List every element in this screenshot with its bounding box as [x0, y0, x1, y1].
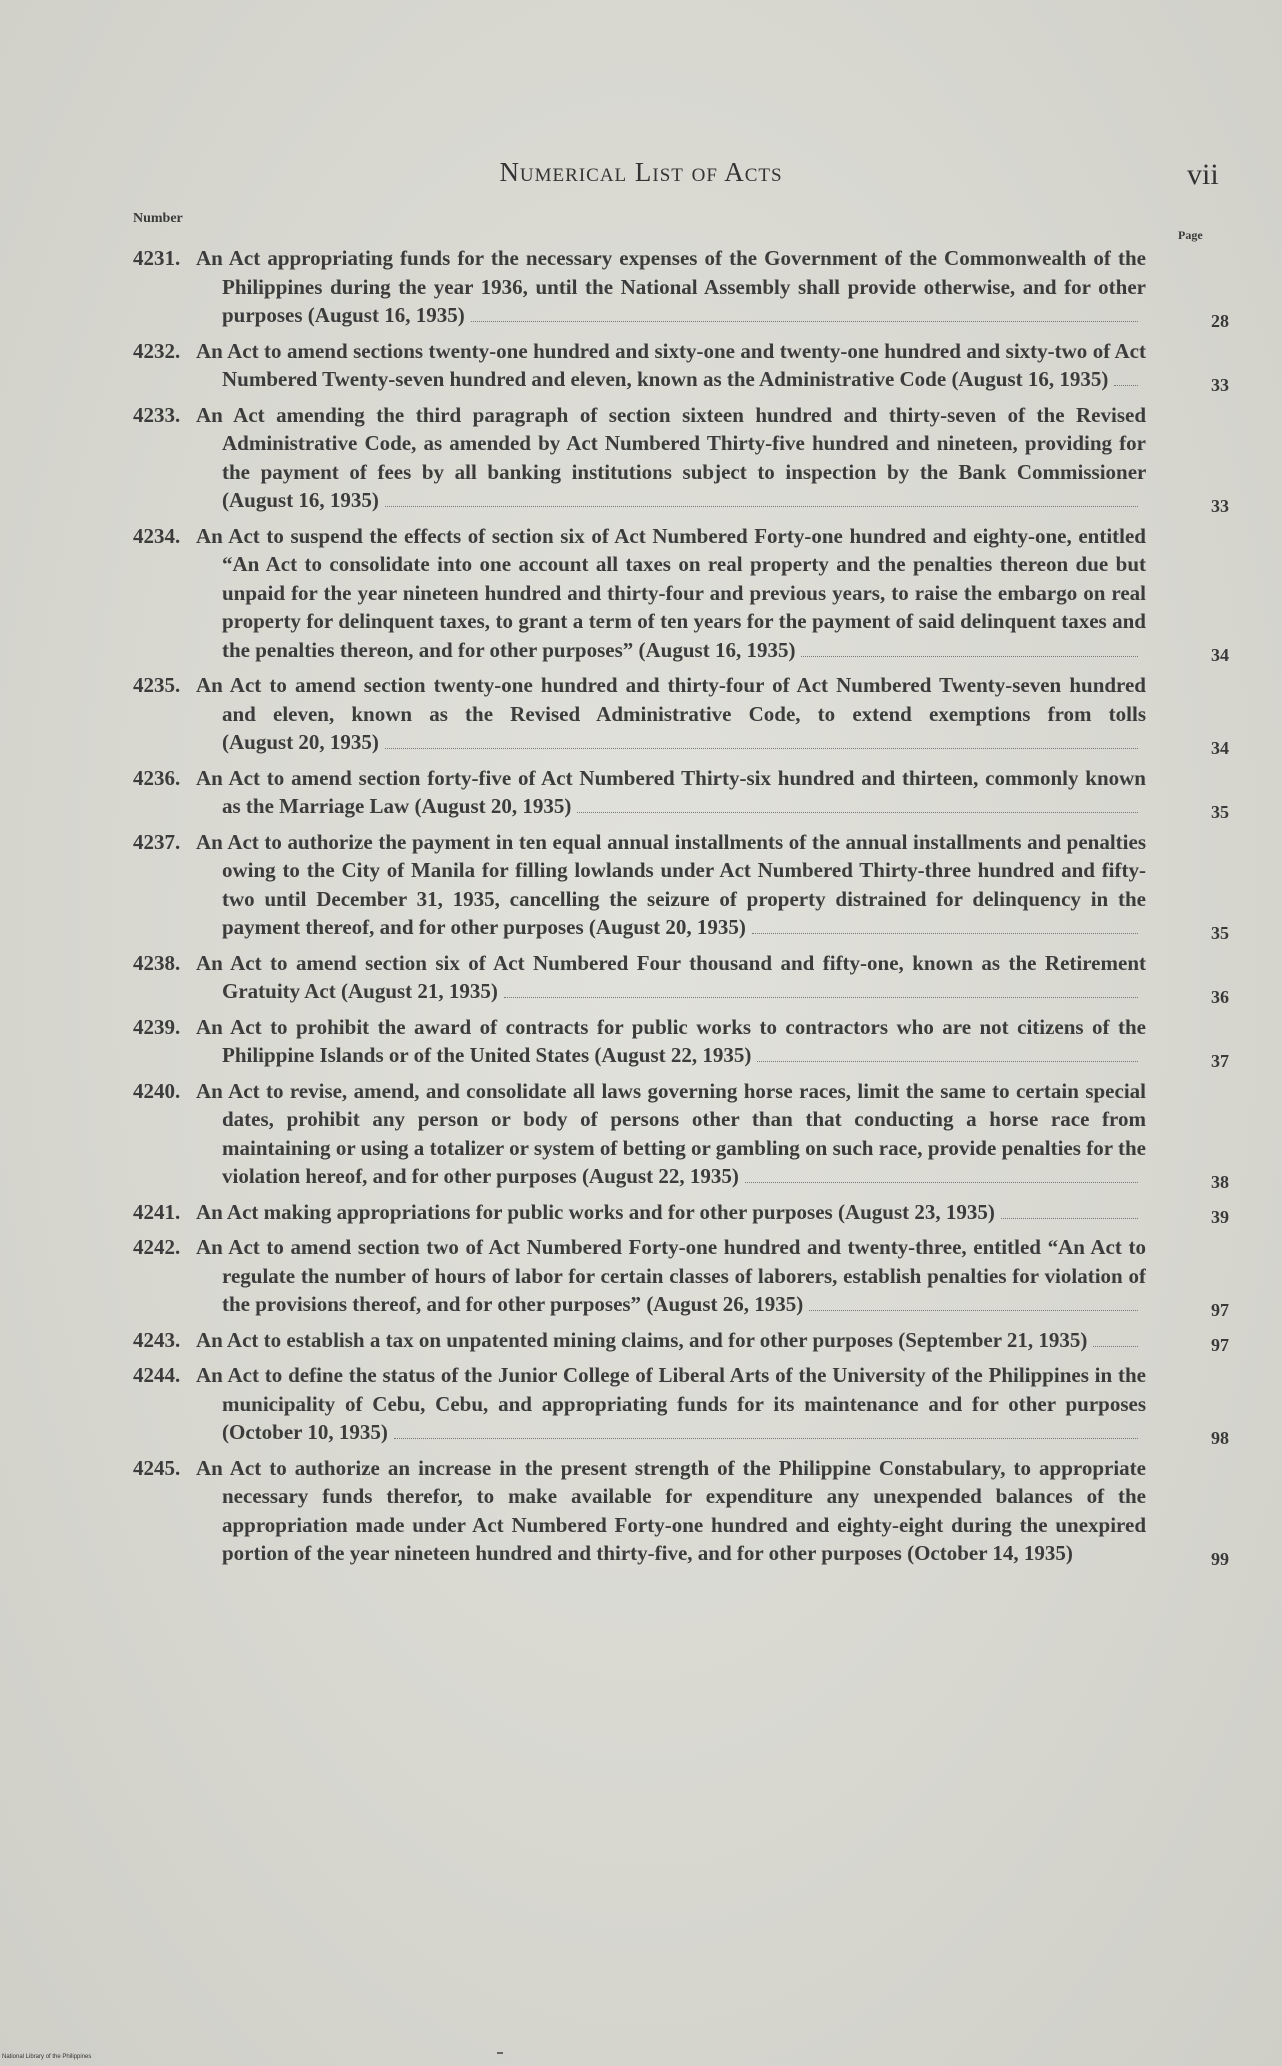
act-date: (October 14, 1935): [907, 1541, 1073, 1565]
act-date: (August 21, 1935): [340, 979, 498, 1003]
entry-text: [133, 337, 1146, 394]
entry-page: 99: [1211, 1548, 1229, 1569]
page-mark: [497, 2052, 503, 2054]
entry-text: [133, 1077, 1146, 1191]
act-title: An Act to suspend the effects of section six of Act Numbered Forty-one hundred and eighty-one, entitled “An Act to consolidate into one account all taxes on real property and the penalties thereon due but unpaid for the year nineteen hundred and thirty-four and previous years, to raise the embargo on real property for delinquent taxes, to grant a term of ten years for the payment of said delinquent taxes and the penalties thereon, and for other purposes”: [196, 523, 1146, 662]
act-number: 4239.: [133, 1014, 181, 1039]
act-title: An Act appropriating funds for the necessary expenses of the Government of the Commonwealth of the Philippines during the year 1936, until the National Assembly shall provide otherwise, and for other purposes: [196, 246, 1146, 327]
act-title: An Act to authorize the payment in ten equal annual installments of the annual installments and penalties owing to the City of Manila for filling lowlands under Act Numbered Thirty-three hundred and fifty-two until December 31, 1935, cancelling the seizure of property distrained for delinquency in the payment thereof, and for other purposes: [196, 829, 1146, 939]
act-date: (August 20, 1935): [414, 794, 572, 818]
dot-leader: [471, 320, 1138, 322]
act-title: An Act amending the third paragraph of section sixteen hundred and thirty-seven of the Revised Administrative Code, as amended by Act Numbered Thirty-five hundred and nineteen, providing for the payment of fees by all banking institutions subject to inspection by the Bank Commissioner: [196, 402, 1146, 484]
entry-text: [133, 949, 1146, 1006]
act-number: 4233.: [133, 402, 181, 427]
entry-text: [133, 1326, 1146, 1355]
entry-text: [133, 828, 1146, 942]
list-item: [133, 1198, 1282, 1227]
dot-leader: [745, 1181, 1138, 1183]
entry-page: 37: [1211, 1050, 1229, 1071]
page-title: Numerical List of Acts: [499, 157, 783, 187]
dot-leader: [757, 1060, 1138, 1062]
act-title: An Act to authorize an increase in the present strength of the Philippine Constabulary, to appropriate necessary funds therefor, to make available for expenditure any unexpended balances of the appropriation made under Act Numbered Forty-one hundred and eighty-eight during the unexpired portion of the year nineteen hundred and thirty-five, and for other purposes: [196, 1455, 1146, 1565]
entry-text: [133, 1013, 1146, 1070]
act-date: (August 16, 1935): [638, 637, 796, 662]
act-number: 4238.: [133, 950, 181, 975]
list-item: [133, 1013, 1282, 1070]
act-number: 4234.: [133, 523, 181, 548]
act-title: An Act to amend section forty-five of Act Numbered Thirty-six hundred and thirteen, commonly known as the Marriage Law: [196, 765, 1146, 818]
act-number: 4244.: [133, 1363, 181, 1387]
entry-page: 34: [1211, 645, 1229, 665]
dot-leader: [504, 996, 1138, 998]
entry-text: [133, 1233, 1146, 1319]
act-number: 4241.: [133, 1199, 181, 1224]
act-title: An Act to amend section six of Act Numbered Four thousand and fifty-one, known as the Retirement Gratuity Act: [196, 950, 1146, 1003]
act-date: (August 22, 1935): [594, 1043, 752, 1067]
entry-text: [133, 244, 1146, 330]
entry-page: 39: [1211, 1207, 1229, 1227]
entry-text: [133, 1198, 1146, 1227]
act-title: An Act making appropriations for public works and for other purposes: [196, 1199, 833, 1224]
list-item: [133, 244, 1282, 330]
act-date: (August 22, 1935): [581, 1164, 739, 1188]
entry-page: 97: [1211, 1335, 1229, 1355]
dot-leader: [801, 655, 1138, 657]
act-title: An Act to amend section twenty-one hundred and thirty-four of Act Numbered Twenty-seven hundred and eleven, known as the Revised Administrative Code, to extend exemptions from tolls: [196, 673, 1146, 726]
dot-leader: [394, 1437, 1138, 1439]
entry-page: 33: [1211, 495, 1229, 516]
act-number: 4231.: [133, 246, 181, 270]
acts-list: [133, 244, 1282, 1575]
act-number: 4245.: [133, 1455, 181, 1480]
act-title: An Act to amend sections twenty-one hundred and sixty-one and twenty-one hundred and sixty-two of Act Numbered Twenty-seven hundred and eleven, known as the Administrative Code: [196, 338, 1146, 391]
act-number: 4240.: [133, 1078, 181, 1103]
entry-text: [133, 401, 1146, 515]
act-date: (August 20, 1935): [222, 730, 379, 754]
entry-page: 38: [1211, 1171, 1229, 1192]
act-date: (August 20, 1935): [588, 915, 746, 939]
act-date: (August 23, 1935): [837, 1199, 995, 1224]
list-item: [133, 1077, 1282, 1191]
page-column-label: Page: [1178, 228, 1203, 242]
dot-leader: [1114, 384, 1138, 386]
footer-attribution: National Library of the Philippines: [2, 2054, 92, 2060]
act-date: (August 16, 1935): [222, 488, 379, 512]
act-number: 4236.: [133, 765, 181, 790]
act-title: An Act to prohibit the award of contracts for public works to contractors who are not citizens of the Philippine Islands or of the United States: [196, 1014, 1146, 1067]
dot-leader: [1001, 1217, 1138, 1219]
list-item: [133, 522, 1282, 665]
entry-text: [133, 764, 1146, 821]
list-item: [133, 337, 1282, 394]
act-date: (August 26, 1935): [646, 1292, 804, 1316]
list-item: [133, 1233, 1282, 1319]
act-title: An Act to define the status of the Junior College of Liberal Arts of the University of the Philippines in the municipality of Cebu, Cebu, and appropriating funds for its maintenance and for other purposes: [196, 1363, 1146, 1416]
act-date: (August 16, 1935): [951, 367, 1109, 391]
act-number: 4232.: [133, 338, 181, 363]
dot-leader: [809, 1309, 1138, 1311]
act-title: An Act to amend section two of Act Numbered Forty-one hundred and twenty-three, entitled “An Act to regulate the number of hours of labor for certain classes of laborers, establish penalties for violation of the provisions thereof, and for other purposes”: [196, 1235, 1146, 1316]
dot-leader: [385, 747, 1138, 749]
entry-text: [133, 1361, 1146, 1447]
entry-page: 36: [1211, 986, 1229, 1007]
dot-leader: [385, 505, 1138, 507]
entry-page: 35: [1211, 801, 1229, 822]
list-item: [133, 764, 1282, 821]
list-item: [133, 828, 1282, 942]
act-title: An Act to revise, amend, and consolidate all laws governing horse races, limit the same to certain special dates, prohibit any person or body of persons other than that conducting a horse race from maintaining or using a totalizer or system of betting or gambling on such race, provide penalties for the violation hereof, and for other purposes: [196, 1078, 1146, 1188]
act-date: (September 21, 1935): [898, 1327, 1088, 1352]
act-number: 4242.: [133, 1235, 181, 1259]
list-item: [133, 1454, 1282, 1568]
act-number: 4243.: [133, 1327, 181, 1352]
list-item: [133, 949, 1282, 1006]
act-date: (October 10, 1935): [222, 1420, 388, 1444]
act-date: (August 16, 1935): [307, 303, 465, 327]
act-number: 4237.: [133, 829, 181, 854]
entry-text: [133, 671, 1146, 757]
dot-leader: [752, 932, 1138, 934]
entry-page: 28: [1211, 310, 1229, 331]
list-item: [133, 1326, 1282, 1355]
entry-page: 33: [1211, 374, 1229, 395]
act-number: 4235.: [133, 673, 181, 697]
entry-page: 35: [1211, 922, 1229, 943]
list-item: [133, 401, 1282, 515]
list-item: [133, 671, 1282, 757]
entry-text: [133, 522, 1146, 665]
dot-leader: [1093, 1345, 1138, 1347]
entry-page: 97: [1211, 1299, 1229, 1320]
dot-leader: [577, 811, 1138, 813]
entry-text: [133, 1454, 1146, 1568]
entry-page: 98: [1211, 1427, 1229, 1448]
number-column-label: Number: [133, 211, 183, 226]
entry-page: 34: [1211, 737, 1229, 758]
list-item: [133, 1361, 1282, 1447]
act-title: An Act to establish a tax on unpatented mining claims, and for other purposes: [196, 1327, 893, 1352]
page-number: vii: [1187, 158, 1219, 191]
